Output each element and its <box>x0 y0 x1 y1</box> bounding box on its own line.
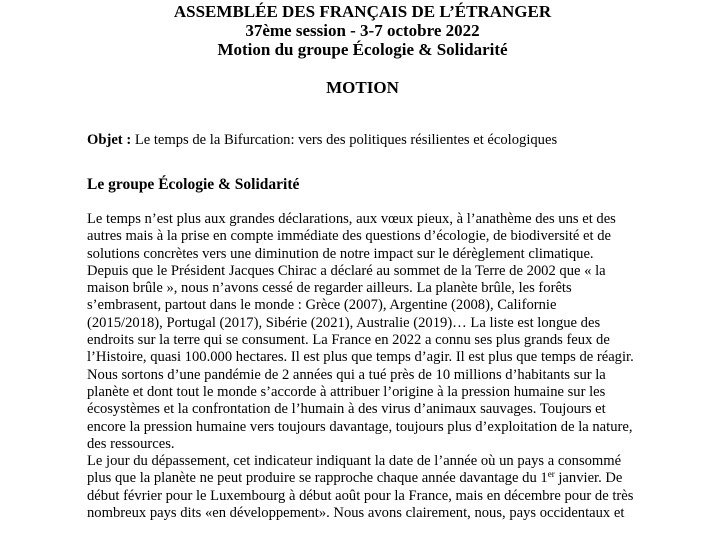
body-line: Le temps n’est plus aux grandes déclarations, aux vœux pieux, à l’anathème des uns et des <box>87 211 616 227</box>
body-line: maison brûle », nous n’avons cessé de regarder ailleurs. La planète brûle, les forêts <box>87 280 572 297</box>
ordinal-superscript: er <box>547 469 555 480</box>
body-line: (2015/2018), Portugal (2017), Sibérie (2021), Australie (2019)… La liste est longue des <box>87 314 601 331</box>
body-line: s’embrasent, partout dans le monde : Grèce (2007), Argentine (2008), Californie <box>87 297 557 314</box>
section-heading: Le groupe Écologie & Solidarité <box>87 176 300 193</box>
body-line-superscript <box>87 470 647 487</box>
body-line: planète et dont tout le monde s’accorde à attribuer l’origine à la pression humaine sur les <box>87 383 606 400</box>
body-line: Depuis que le Président Jacques Chirac a déclaré au sommet de la Terre de 2002 que « la <box>87 262 606 279</box>
motion-body <box>87 211 647 522</box>
body-line: Nous sortons d’une pandémie de 2 années qui a tué près de 10 millions d’habitants sur la <box>87 366 606 383</box>
assembly-name: ASSEMBLÉE DES FRANÇAIS DE L’ÉTRANGER <box>173 2 552 21</box>
body-line: l’Histoire, quasi 100.000 hectares. Il est plus que temps d’agir. Il est plus que temps de réagir. <box>87 349 634 366</box>
body-line: écosystèmes et la confrontation de l’humain à des virus d’animaux sauvages. Toujours et <box>87 401 606 418</box>
body-line: Le jour du dépassement, cet indicateur indiquant la date de l’année où un pays a consommé <box>87 453 622 470</box>
body-line: début février pour le Luxembourg à début août pour la France, mais en décembre pour de très <box>87 487 634 504</box>
body-line: nombreux pays dits «en développement». Nous avons clairement, nous, pays occidentaux et <box>87 505 625 522</box>
body-line-part: janvier. De <box>554 470 623 487</box>
body-line-part: plus que la planète ne peut produire se rapproche chaque année davantage du 1 <box>87 470 548 487</box>
document-header <box>0 2 725 59</box>
subject-text: Le temps de la Bifurcation: vers des politiques résilientes et écologiques <box>131 132 558 148</box>
motion-subject <box>87 132 557 149</box>
motion-group: Motion du groupe Écologie & Solidarité <box>217 40 508 59</box>
session-info: 37ème session - 3-7 octobre 2022 <box>245 21 480 40</box>
page-title: MOTION <box>326 78 399 97</box>
body-line: autres mais à la prise en compte immédiate des questions d’écologie, de biodiversité et de <box>87 228 611 245</box>
body-line: endroits sur la terre qui se consument. La France en 2022 a connu ses plus grands feux de <box>87 332 610 349</box>
subject-label: Objet : <box>87 132 132 148</box>
body-line: des ressources. <box>87 435 175 452</box>
body-line: encore la pression humaine vers toujours davantage, toujours plus d’exploitation de la nature, <box>87 418 633 435</box>
body-line: solutions concrètes vers une diminution de notre impact sur le dérèglement climatique. <box>87 245 594 262</box>
